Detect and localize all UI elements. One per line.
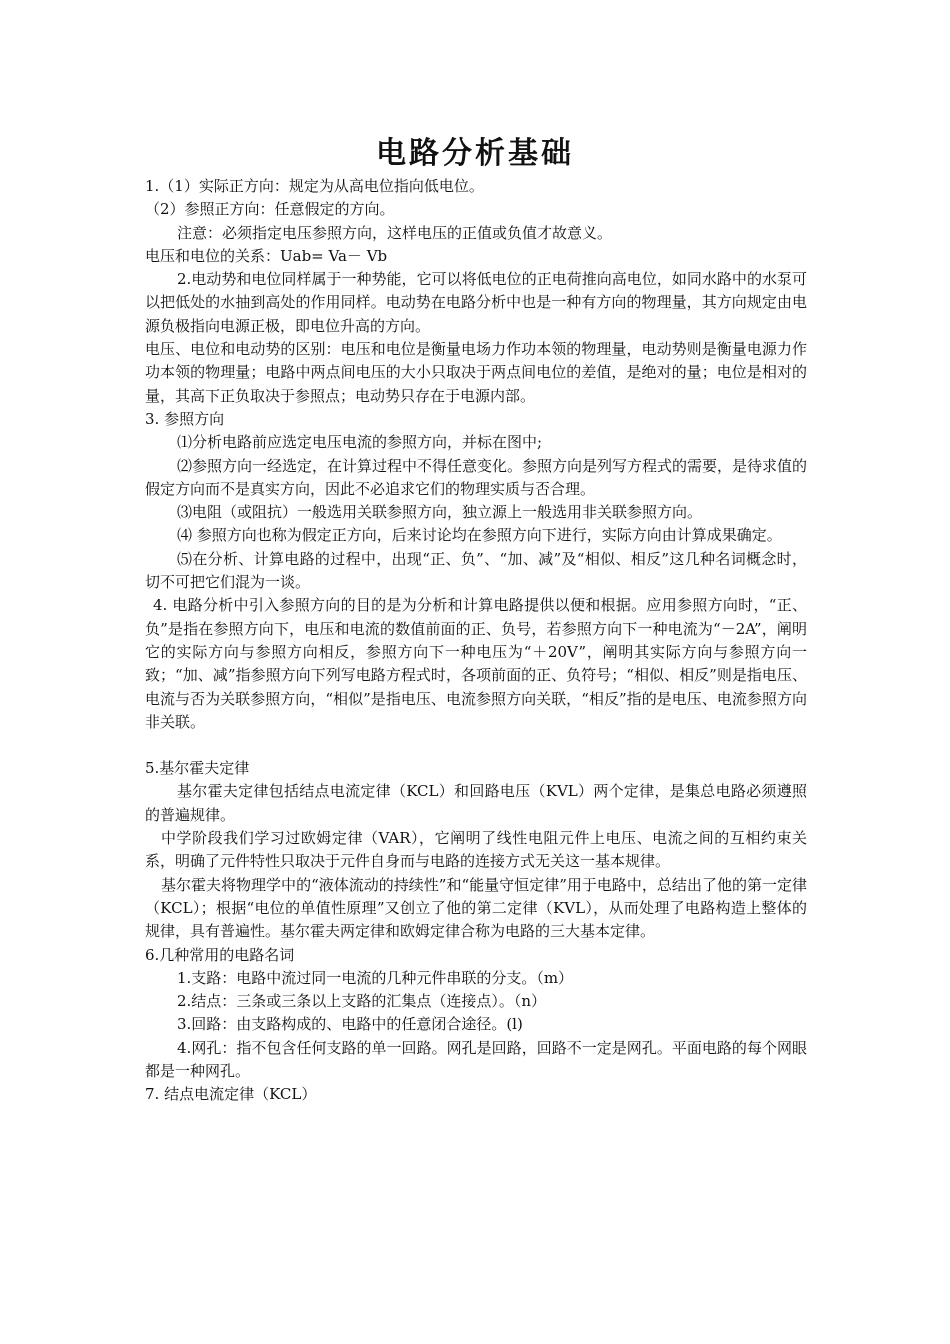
paragraph: 2.电动势和电位同样属于一种势能，它可以将低电位的正电荷推向高电位，如同水路中的水泵可以把低处的水抽到高处的作用同样。电动势在电路分析中也是一种有方向的物理量，其方向规定由电源负极指向电源正极，即电位升高的方向。: [145, 270, 807, 335]
paragraph: 1.（1）实际正方向：规定为从高电位指向低电位。: [145, 177, 484, 195]
section-heading: 7. 结点电流定律（KCL）: [145, 1085, 317, 1104]
paragraph: 基尔霍夫定律包括结点电流定律（KCL）和回路电压（KVL）两个定律，是集总电路必须遵照的普遍规律。: [145, 782, 807, 824]
document-body: [145, 175, 807, 1107]
paragraph: ⑸在分析、计算电路的过程中，出现“正、负”、“加、减”及“相似、相反”这几种名词概念时，切不可把它们混为一谈。: [145, 549, 807, 592]
paragraph: ⑷ 参照方向也称为假定正方向，后来讨论均在参照方向下进行，实际方向由计算成果确定。: [177, 526, 782, 545]
paragraph: （2）参照正方向：任意假定的方向。: [145, 200, 395, 219]
paragraph: 中学阶段我们学习过欧姆定律（VAR），它阐明了线性电阻元件上电压、电流之间的互相约束关系，明确了元件特性只取决于元件自身而与电路的连接方式无关这一基本规律。: [145, 829, 807, 871]
spacer: [145, 734, 807, 757]
list-item: 3.回路：由支路构成的、电路中的任意闭合途径。(l): [177, 1015, 523, 1034]
page-title: 电路分析基础: [376, 136, 574, 171]
list-item: 1.支路：电路中流过同一电流的几种元件串联的分支。（m）: [177, 968, 574, 987]
section-heading: 5.基尔霍夫定律: [145, 759, 250, 778]
section-heading: 3. 参照方向: [145, 409, 225, 428]
paragraph: 基尔霍夫将物理学中的“液体流动的持续性”和“能量守恒定律”用于电路中，总结出了他的第一定律（KCL）；根据“电位的单值性原理”又创立了他的第二定律（KVL），从而处理了电路构造上整体的规律，具有普遍性。基尔霍夫两定律和欧姆定律合称为电路的三大基本定律。: [145, 875, 807, 941]
paragraph: 注意：必须指定电压参照方向，这样电压的正值或负值才故意义。: [177, 223, 613, 242]
paragraph: 4. 电路分析中引入参照方向的目的是为分析和计算电路提供以便和根据。应用参照方向时，“正、负”是指在参照方向下，电压和电流的数值前面的正、负号，若参照方向下一种电流为“－2A”，阐明它的实际方向与参照方向相反，参照方向下一种电压为“＋20V”，阐明其实际方向与参照方向一致；“加、减”指参照方向下列写电路方程式时，各项前面的正、负符号；“相似、相反”则是指电压、电流与否为关联参照方向，“相似”是指电压、电流参照方向关联，“相反”指的是电压、电流参照方向非关联。: [145, 596, 807, 731]
paragraph: 电压和电位的关系：Uab= Va－ Vb: [145, 246, 388, 265]
paragraph: ⑶电阻（或阻抗）一般选用关联参照方向，独立源上一般选用非关联参照方向。: [177, 503, 703, 522]
section-heading: 6.几种常用的电路名词: [145, 945, 295, 964]
list-item: 4.网孔：指不包含任何支路的单一回路。网孔是回路，回路不一定是网孔。平面电路的每个网眼都是一种网孔。: [145, 1038, 807, 1080]
paragraph: ⑵参照方向一经选定，在计算过程中不得任意变化。参照方向是列写方程式的需要，是待求值的假定方向而不是真实方向，因此不必追求它们的物理实质与否合理。: [145, 456, 808, 498]
paragraph: 电压、电位和电动势的区别：电压和电位是衡量电场力作功本领的物理量，电动势则是衡量电源力作功本领的物理量；电路中两点间电压的大小只取决于两点间电位的差值，是绝对的量；电位是相对的量，其高下正负取决于参照点；电动势只存在于电源内部。: [145, 340, 807, 405]
list-item: 2.结点：三条或三条以上支路的汇集点（连接点）。（n）: [177, 992, 546, 1011]
paragraph: ⑴分析电路前应选定电压电流的参照方向，并标在图中;: [177, 433, 543, 452]
